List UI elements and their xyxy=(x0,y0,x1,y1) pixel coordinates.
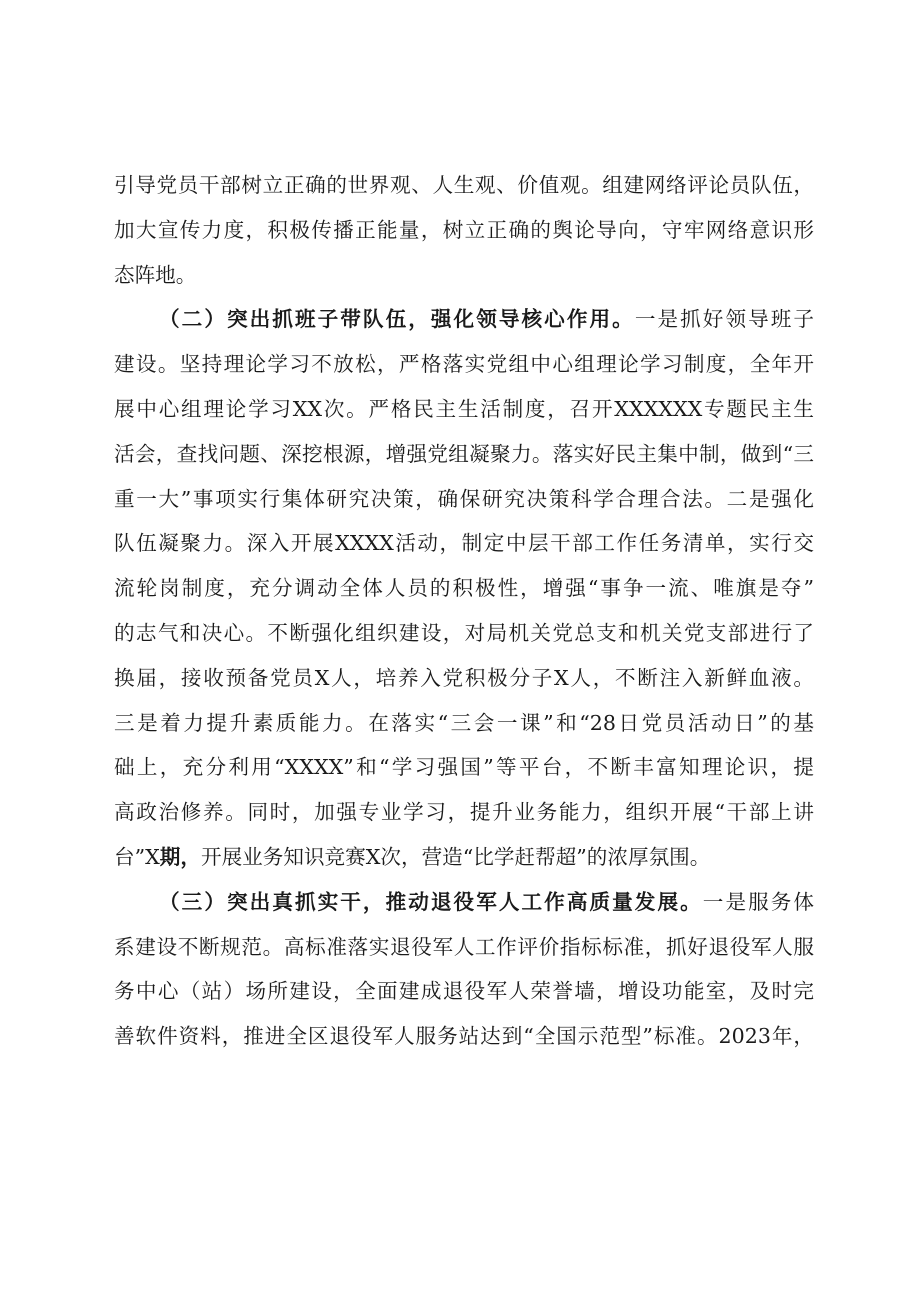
paragraph-2-line-8: 的志气和决心。不断强化组织建设，对局机关党总支和机关党支部进行了 xyxy=(114,620,814,645)
paragraph-3-line-2: 系建设不断规范。高标准落实退役军人工作评价指标标准，抓好退役军人服 xyxy=(114,934,814,959)
paragraph-2-line-13-bold: 期， xyxy=(159,844,201,869)
section-heading-2: （二）突出抓班子带队伍，强化领导核心作用。 xyxy=(159,307,635,332)
paragraph-2-line-12: 高政治修养。同时，加强专业学习，提升业务能力，组织开展“干部上讲 xyxy=(114,800,814,825)
paragraph-1-line-1: 引导党员干部树立正确的世界观、人生观、价值观。组建网络评论员队伍， xyxy=(114,173,814,197)
paragraph-3-line-3: 务中心（站）场所建设，全面建成退役军人荣誉墙，增设功能室，及时完 xyxy=(114,979,814,1004)
paragraph-2-line-10: 三是着力提升素质能力。在落实“三会一课”和“28日党员活动日”的基 xyxy=(114,710,814,735)
document-body xyxy=(114,163,814,1059)
paragraph-2-line-13-b: 开展业务知识竞赛X次，营造“比学赶帮超”的浓厚氛围。 xyxy=(200,844,711,869)
paragraph-3-line-1-text: 一是服务体 xyxy=(702,889,814,914)
paragraph-2-line-2: 建设。坚持理论学习不放松，严格落实党组中心组理论学习制度，全年开 xyxy=(114,352,814,377)
paragraph-2-line-11: 础上，充分利用“XXXX”和“学习强国”等平台，不断丰富知理论识，提 xyxy=(114,755,814,780)
paragraph-1-line-2: 加大宣传力度，积极传播正能量，树立正确的舆论导向，守牢网络意识形 xyxy=(114,217,814,242)
paragraph-2-line-4: 活会，查找问题、深挖根源，增强党组凝聚力。落实好民主集中制，做到“三 xyxy=(114,441,814,466)
paragraph-2-line-6: 队伍凝聚力。深入开展XXXX活动，制定中层干部工作任务清单，实行交 xyxy=(114,531,814,556)
section-heading-3: （三）突出真抓实干，推动退役军人工作高质量发展。 xyxy=(159,889,703,914)
paragraph-3-line-4: 善软件资料，推进全区退役军人服务站达到“全国示范型”标准。2023年， xyxy=(114,1024,814,1049)
paragraph-3-line-1 xyxy=(114,880,814,925)
paragraph-2-line-7: 流轮岗制度，充分调动全体人员的积极性，增强“事争一流、唯旗是夺” xyxy=(114,576,814,601)
paragraph-2-line-3: 展中心组理论学习XX次。严格民主生活制度，召开XXXXXX专题民主生 xyxy=(114,396,814,421)
paragraph-2-line-5: 重一大”事项实行集体研究决策，确保研究决策科学合理合法。二是强化 xyxy=(114,486,814,511)
paragraph-2-line-1-text: 一是抓好领导班子 xyxy=(634,307,814,332)
paragraph-2-line-1 xyxy=(114,297,814,342)
paragraph-2-line-9: 换届，接收预备党员X人，培养入党积极分子X人，不断注入新鲜血液。 xyxy=(114,665,814,690)
paragraph-2-line-13 xyxy=(114,835,814,880)
paragraph-1-line-3: 态阵地。 xyxy=(114,262,197,287)
paragraph-2-line-13-a: 台”X xyxy=(114,844,160,869)
